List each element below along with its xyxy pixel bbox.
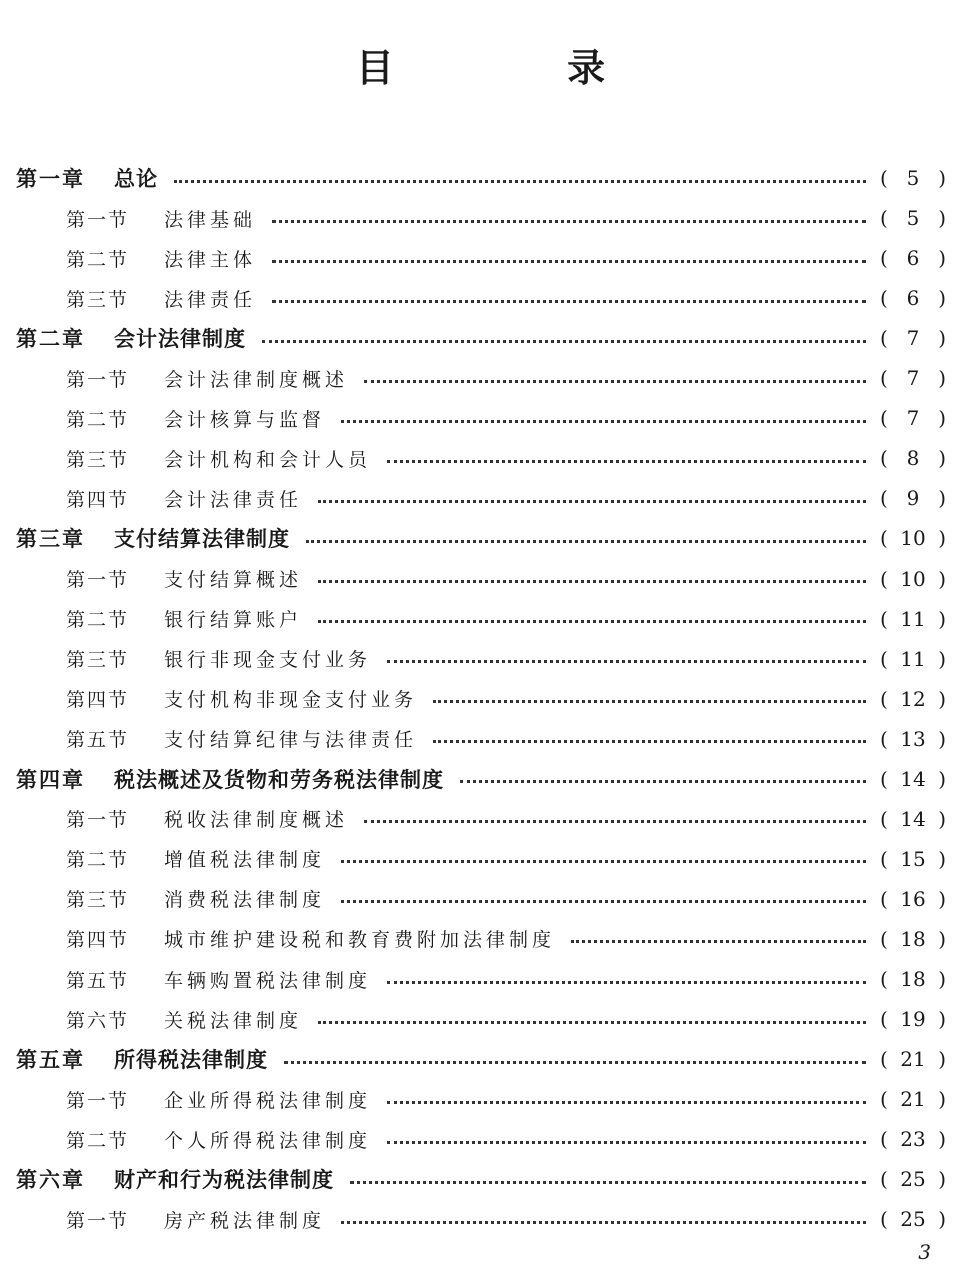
close-paren: ) <box>938 846 946 871</box>
page-reference <box>880 286 946 310</box>
page-reference <box>880 687 946 711</box>
dot-leader <box>341 860 866 863</box>
section-number: 第二节 <box>66 408 130 431</box>
page-value: 16 <box>900 886 926 911</box>
dot-leader <box>272 260 866 263</box>
chapter-title: 财产和行为税法律制度 <box>114 1168 334 1193</box>
toc-chapter-entry[interactable] <box>16 759 946 799</box>
close-paren: ) <box>938 766 946 791</box>
section-number: 第一节 <box>66 569 130 591</box>
chapter-number: 第六章 <box>16 1168 85 1193</box>
page-reference <box>880 607 946 631</box>
toc-section-entry[interactable] <box>66 839 946 879</box>
page-reference <box>880 446 946 470</box>
open-paren: ( <box>880 726 888 751</box>
toc-section-entry[interactable] <box>66 358 946 398</box>
dot-leader <box>272 220 866 223</box>
page-reference <box>880 647 946 671</box>
chapter-number: 第二章 <box>16 327 85 352</box>
section-number: 第四节 <box>66 689 130 712</box>
toc-section-entry[interactable] <box>66 1199 946 1239</box>
close-paren: ) <box>938 1007 946 1032</box>
section-number: 第三节 <box>66 649 130 672</box>
page-reference <box>880 326 946 350</box>
page-value: 7 <box>906 326 920 351</box>
open-paren: ( <box>880 446 888 471</box>
section-number: 第三节 <box>66 448 130 471</box>
dot-leader <box>350 1181 866 1184</box>
section-title: 房产税法律制度 <box>164 1209 326 1232</box>
page-value: 18 <box>900 926 926 951</box>
page-reference <box>880 567 946 591</box>
close-paren: ) <box>938 886 946 911</box>
close-paren: ) <box>938 366 946 391</box>
open-paren: ( <box>880 486 888 511</box>
section-number: 第一节 <box>66 809 130 832</box>
page-reference <box>880 1207 946 1231</box>
close-paren: ) <box>938 286 946 311</box>
page-reference <box>880 486 946 510</box>
page-reference <box>880 727 946 751</box>
section-title: 个人所得税法律制度 <box>164 1129 372 1152</box>
open-paren: ( <box>880 1207 888 1232</box>
open-paren: ( <box>880 1047 888 1072</box>
page-reference <box>880 927 946 951</box>
page-value: 25 <box>900 1207 926 1232</box>
section-number: 第一节 <box>66 1089 130 1112</box>
toc-section-entry[interactable] <box>66 599 946 639</box>
toc-section-entry[interactable] <box>66 879 946 919</box>
toc-section-entry[interactable] <box>66 999 946 1039</box>
dot-leader <box>341 420 866 423</box>
close-paren: ) <box>938 526 946 551</box>
page-value: 6 <box>906 246 920 271</box>
page-value: 10 <box>900 566 926 591</box>
page-value: 8 <box>906 446 920 471</box>
chapter-number: 第四章 <box>16 767 85 792</box>
page-value: 5 <box>906 166 920 190</box>
toc-section-entry[interactable] <box>66 679 946 719</box>
page-value: 5 <box>906 206 920 231</box>
page-reference <box>880 206 946 230</box>
page-reference <box>880 1047 946 1071</box>
dot-leader <box>318 1021 866 1024</box>
page-reference <box>880 847 946 871</box>
section-title: 会计机构和会计人员 <box>164 448 372 471</box>
section-number: 第四节 <box>66 929 130 952</box>
section-title: 税收法律制度概述 <box>164 809 349 832</box>
section-title: 企业所得税法律制度 <box>164 1089 372 1112</box>
section-title: 车辆购置税法律制度 <box>164 969 372 992</box>
toc-section-entry[interactable] <box>66 919 946 959</box>
dot-leader <box>387 1101 866 1104</box>
dot-leader <box>318 580 866 583</box>
close-paren: ) <box>938 926 946 951</box>
toc-section-entry[interactable] <box>66 198 946 238</box>
close-paren: ) <box>938 326 946 351</box>
open-paren: ( <box>880 566 888 591</box>
page-value: 21 <box>900 1087 926 1112</box>
section-title: 法律责任 <box>164 288 257 311</box>
toc-chapter-entry[interactable] <box>16 158 946 198</box>
toc-section-entry[interactable] <box>66 478 946 518</box>
dot-leader <box>284 1061 866 1064</box>
dot-leader <box>174 180 866 183</box>
page-value: 7 <box>906 366 920 391</box>
section-title: 会计法律责任 <box>164 488 303 511</box>
section-number: 第三节 <box>66 889 130 912</box>
chapter-title: 税法概述及货物和劳务税法律制度 <box>114 767 444 792</box>
page-value: 14 <box>900 806 926 831</box>
page-value: 15 <box>900 846 926 871</box>
page-value: 9 <box>906 486 920 511</box>
close-paren: ) <box>938 1087 946 1112</box>
section-number: 第六节 <box>66 1009 130 1032</box>
dot-leader <box>433 700 866 703</box>
section-title: 法律基础 <box>164 208 257 231</box>
chapter-number: 第五章 <box>16 1048 85 1073</box>
page-value: 25 <box>900 1167 926 1192</box>
close-paren: ) <box>938 686 946 711</box>
page-reference <box>880 887 946 911</box>
open-paren: ( <box>880 646 888 671</box>
page-reference <box>880 1127 946 1151</box>
toc-section-entry[interactable] <box>66 799 946 839</box>
page-value: 7 <box>906 406 920 431</box>
page-value: 23 <box>900 1127 926 1152</box>
open-paren: ( <box>880 1007 888 1032</box>
open-paren: ( <box>880 526 888 551</box>
dot-leader <box>262 340 866 343</box>
chapter-number: 第一章 <box>16 167 85 191</box>
open-paren: ( <box>880 1087 888 1112</box>
page-value: 14 <box>900 766 926 791</box>
toc-section-entry[interactable] <box>66 1079 946 1119</box>
close-paren: ) <box>938 967 946 991</box>
open-paren: ( <box>880 886 888 911</box>
close-paren: ) <box>938 406 946 431</box>
section-title: 支付结算概述 <box>164 569 303 591</box>
section-number: 第三节 <box>66 288 130 311</box>
section-title: 会计核算与监督 <box>164 408 326 431</box>
page-value: 19 <box>900 1007 926 1032</box>
page-value: 18 <box>900 967 926 991</box>
page-value: 13 <box>900 726 926 751</box>
section-number: 第二节 <box>66 849 130 872</box>
section-number: 第五节 <box>66 729 130 752</box>
page-title: 目 录 <box>355 46 686 90</box>
dot-leader <box>341 1221 866 1224</box>
close-paren: ) <box>938 246 946 271</box>
open-paren: ( <box>880 406 888 431</box>
page-reference <box>880 166 946 190</box>
section-title: 会计法律制度概述 <box>164 368 349 391</box>
close-paren: ) <box>938 486 946 511</box>
open-paren: ( <box>880 766 888 791</box>
page-value: 11 <box>900 646 926 671</box>
toc-chapter-entry[interactable] <box>16 518 946 558</box>
dot-leader <box>387 460 866 463</box>
toc-section-entry[interactable] <box>66 959 946 999</box>
open-paren: ( <box>880 967 888 991</box>
open-paren: ( <box>880 686 888 711</box>
toc-section-entry[interactable] <box>66 398 946 438</box>
chapter-title: 支付结算法律制度 <box>114 527 290 552</box>
dot-leader <box>387 1141 866 1144</box>
section-number: 第一节 <box>66 208 130 231</box>
dot-leader <box>306 540 866 543</box>
toc-chapter-entry[interactable] <box>16 318 946 358</box>
section-title: 关税法律制度 <box>164 1009 303 1032</box>
page-value: 10 <box>900 526 926 551</box>
close-paren: ) <box>938 446 946 471</box>
page-number: 3 <box>918 1240 931 1264</box>
open-paren: ( <box>880 286 888 311</box>
toc-section-entry[interactable] <box>66 639 946 679</box>
toc-section-entry[interactable] <box>66 719 946 759</box>
dot-leader <box>433 740 866 743</box>
close-paren: ) <box>938 606 946 631</box>
page-reference <box>880 967 946 991</box>
section-title: 支付结算纪律与法律责任 <box>164 729 418 752</box>
close-paren: ) <box>938 726 946 751</box>
open-paren: ( <box>880 166 888 190</box>
open-paren: ( <box>880 206 888 231</box>
dot-leader <box>364 820 866 823</box>
close-paren: ) <box>938 166 946 190</box>
page-reference <box>880 807 946 831</box>
close-paren: ) <box>938 1207 946 1232</box>
dot-leader <box>318 500 866 503</box>
section-number: 第一节 <box>66 368 130 391</box>
section-title: 支付机构非现金支付业务 <box>164 689 418 712</box>
section-title: 城市维护建设税和教育费附加法律制度 <box>164 929 556 952</box>
close-paren: ) <box>938 806 946 831</box>
page-reference <box>880 366 946 390</box>
open-paren: ( <box>880 326 888 351</box>
page-value: 11 <box>900 606 926 631</box>
chapter-title: 总论 <box>114 167 158 191</box>
section-title: 法律主体 <box>164 248 257 271</box>
toc-section-entry[interactable] <box>66 1119 946 1159</box>
toc-section-entry[interactable] <box>66 559 946 599</box>
close-paren: ) <box>938 646 946 671</box>
dot-leader <box>272 300 866 303</box>
page-reference <box>880 526 946 550</box>
dot-leader <box>387 981 866 984</box>
page-value: 21 <box>900 1047 926 1072</box>
section-number: 第二节 <box>66 609 130 632</box>
dot-leader <box>318 620 866 623</box>
open-paren: ( <box>880 606 888 631</box>
open-paren: ( <box>880 246 888 271</box>
page-reference <box>880 1167 946 1191</box>
dot-leader <box>387 660 866 663</box>
close-paren: ) <box>938 566 946 591</box>
section-number: 第四节 <box>66 488 130 511</box>
page-reference <box>880 767 946 791</box>
chapter-title: 会计法律制度 <box>114 327 246 352</box>
dot-leader <box>341 900 866 903</box>
chapter-number: 第三章 <box>16 527 85 552</box>
toc-section-entry[interactable] <box>66 438 946 478</box>
close-paren: ) <box>938 1167 946 1192</box>
toc-chapter-entry[interactable] <box>16 1039 946 1079</box>
page-value: 6 <box>906 286 920 311</box>
page-reference <box>880 1087 946 1111</box>
section-title: 增值税法律制度 <box>164 849 326 872</box>
open-paren: ( <box>880 1167 888 1192</box>
section-number: 第一节 <box>66 1209 130 1232</box>
toc-section-entry[interactable] <box>66 238 946 278</box>
page-value: 12 <box>900 686 926 711</box>
close-paren: ) <box>938 1127 946 1152</box>
page-reference <box>880 246 946 270</box>
dot-leader <box>364 380 866 383</box>
section-title: 银行结算账户 <box>164 609 303 632</box>
open-paren: ( <box>880 846 888 871</box>
section-number: 第五节 <box>66 969 130 992</box>
close-paren: ) <box>938 1047 946 1072</box>
page-reference <box>880 406 946 430</box>
dot-leader <box>571 940 866 943</box>
open-paren: ( <box>880 1127 888 1152</box>
close-paren: ) <box>938 206 946 231</box>
section-title: 消费税法律制度 <box>164 889 326 912</box>
section-number: 第二节 <box>66 1129 130 1152</box>
open-paren: ( <box>880 806 888 831</box>
chapter-title: 所得税法律制度 <box>114 1048 268 1073</box>
dot-leader <box>460 780 866 783</box>
toc-section-entry[interactable] <box>66 278 946 318</box>
page-reference <box>880 1007 946 1031</box>
open-paren: ( <box>880 926 888 951</box>
toc-chapter-entry[interactable] <box>16 1159 946 1199</box>
section-title: 银行非现金支付业务 <box>164 649 372 672</box>
section-number: 第二节 <box>66 248 130 271</box>
open-paren: ( <box>880 366 888 391</box>
